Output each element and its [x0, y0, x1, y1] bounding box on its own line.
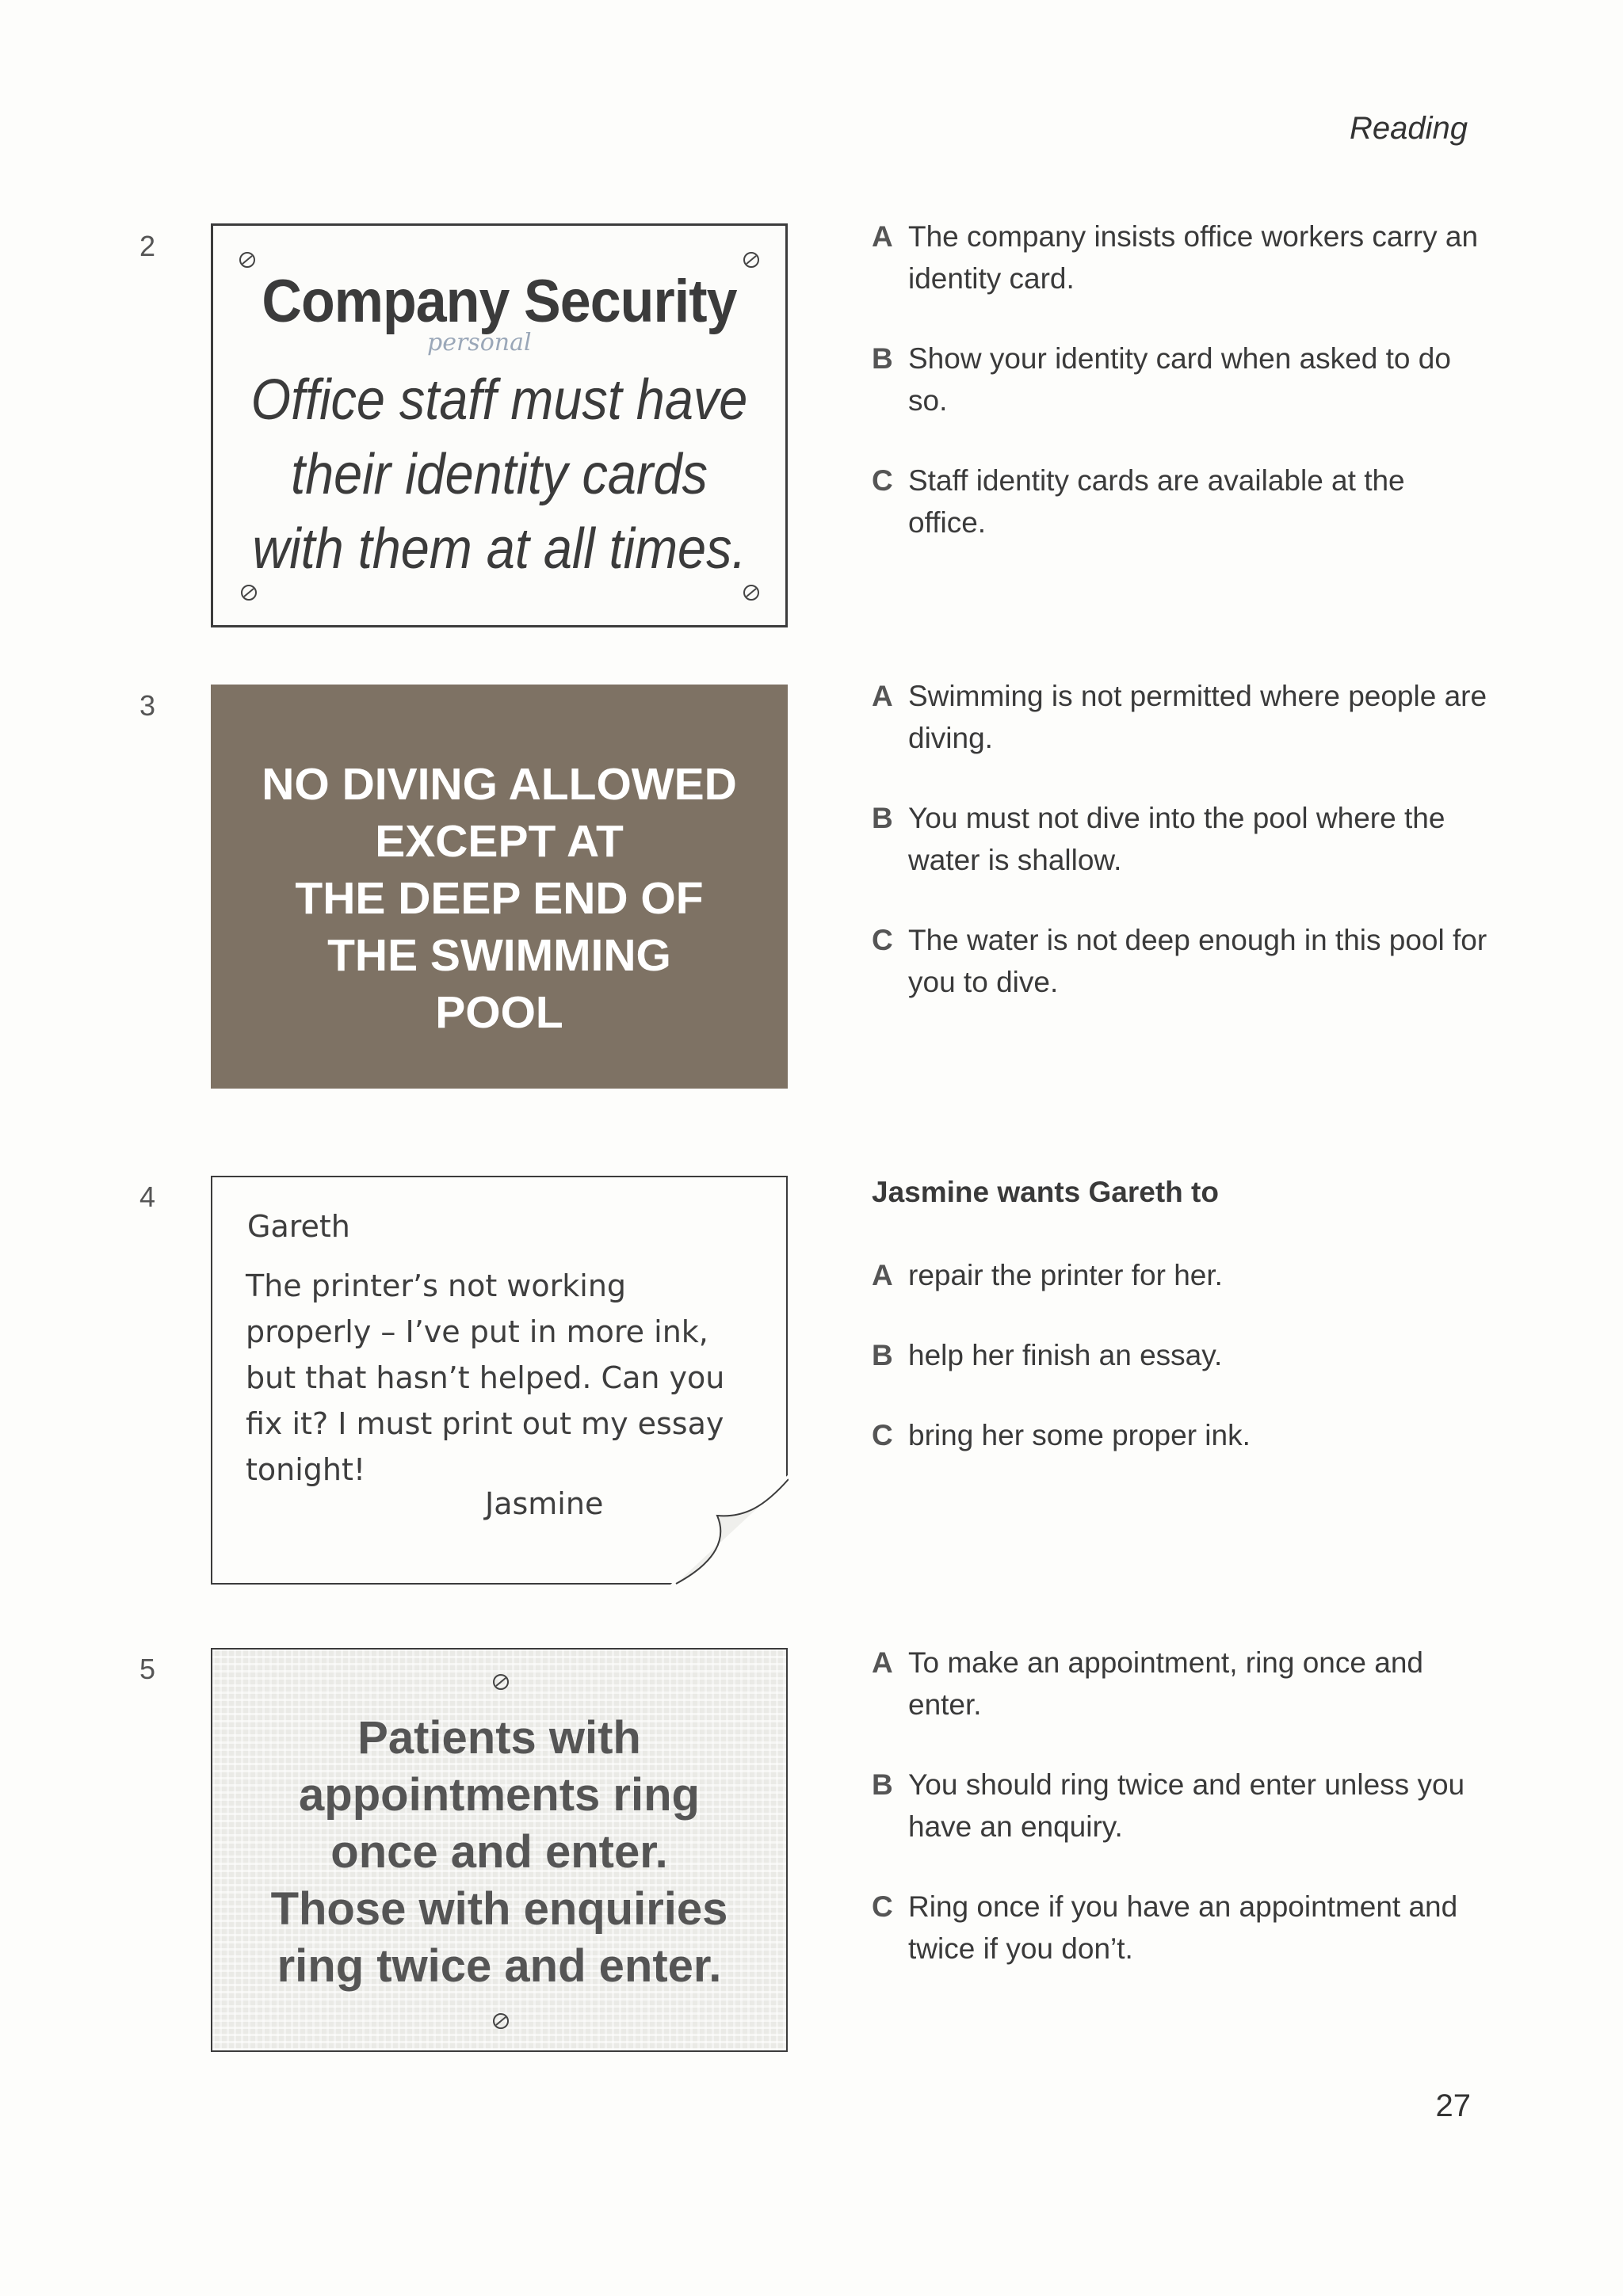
page-curl-icon	[670, 1474, 789, 1585]
patients-sign	[211, 1648, 788, 2052]
option-letter: C	[872, 924, 893, 956]
answer-option[interactable]	[872, 797, 1490, 881]
screw-icon	[743, 251, 760, 269]
sign-line: their identity cards	[291, 443, 708, 506]
question-number: 5	[139, 1653, 156, 1685]
answer-option[interactable]	[872, 338, 1490, 421]
answer-option[interactable]	[872, 1642, 1490, 1726]
section-header: Reading	[1349, 111, 1468, 146]
option-letter: B	[872, 1339, 893, 1371]
screw-icon	[240, 584, 258, 601]
no-diving-sign	[211, 685, 788, 1089]
answer-option[interactable]	[872, 919, 1490, 1003]
answer-option[interactable]	[872, 1254, 1490, 1296]
option-letter: A	[872, 220, 893, 253]
option-letter: A	[872, 680, 893, 712]
answer-option[interactable]	[872, 215, 1490, 299]
answer-options	[872, 215, 1490, 582]
option-letter: B	[872, 1768, 893, 1801]
option-text: Show your identity card when asked to do so.	[908, 342, 1451, 417]
option-letter: C	[872, 464, 893, 497]
note-signature: Jasmine	[485, 1486, 604, 1521]
sign-text: Patients with appointments ring once and enter. Those with enquiries ring twice and enter.	[270, 1712, 728, 1992]
option-text: The company insists office workers carry an identity card.	[908, 220, 1479, 295]
option-text: bring her some proper ink.	[908, 1419, 1251, 1451]
option-letter: B	[872, 342, 893, 375]
option-text: help her finish an essay.	[908, 1339, 1223, 1371]
sign-body	[242, 363, 757, 586]
option-letter: B	[872, 802, 893, 834]
screw-icon	[743, 584, 760, 601]
answer-option[interactable]	[872, 1764, 1490, 1848]
handwritten-note-card	[211, 1176, 788, 1585]
sign-title: Company Security	[262, 268, 737, 335]
question-stem: Jasmine wants Gareth to	[872, 1176, 1219, 1208]
question-number: 4	[139, 1180, 156, 1213]
note-body: The printer’s not working properly – I’ve put in more ink, but that hasn’t helped. Can you fix it? I must print out my essay tonight!	[246, 1268, 725, 1487]
answer-option[interactable]	[872, 1886, 1490, 1970]
option-text: You must not dive into the pool where the water is shallow.	[908, 802, 1445, 876]
answer-options	[872, 1642, 1490, 2008]
sign-line: Office staff must have	[250, 368, 748, 432]
company-security-sign	[211, 223, 788, 627]
option-text: Staff identity cards are available at the office.	[908, 464, 1405, 539]
sign-line: with them at all times.	[252, 517, 747, 581]
question-number: 3	[139, 689, 156, 722]
option-text: To make an appointment, ring once and enter.	[908, 1646, 1423, 1721]
answer-option[interactable]	[872, 675, 1490, 759]
page-number: 27	[1435, 2088, 1471, 2123]
screw-icon	[239, 251, 256, 269]
option-text: repair the printer for her.	[908, 1259, 1223, 1291]
screw-icon	[492, 1673, 510, 1691]
answer-option[interactable]	[872, 1334, 1490, 1376]
answer-options	[872, 1171, 1490, 1494]
answer-options	[872, 675, 1490, 1041]
note-recipient: Gareth	[247, 1209, 350, 1244]
answer-option[interactable]	[872, 1414, 1490, 1456]
option-letter: C	[872, 1419, 893, 1451]
option-text: You should ring twice and enter unless you have an enquiry.	[908, 1768, 1465, 1843]
option-letter: A	[872, 1646, 893, 1679]
option-text: The water is not deep enough in this pool for you to dive.	[908, 924, 1487, 998]
sign-text: NO DIVING ALLOWED EXCEPT AT THE DEEP END OF THE SWIMMING POOL	[262, 759, 737, 1038]
option-letter: C	[872, 1890, 893, 1923]
option-letter: A	[872, 1259, 893, 1291]
option-text: Swimming is not permitted where people are diving.	[908, 680, 1487, 754]
screw-icon	[492, 2012, 510, 2030]
handwritten-note: personal	[427, 329, 532, 357]
option-text: Ring once if you have an appointment and twice if you don’t.	[908, 1890, 1458, 1965]
answer-option[interactable]	[872, 460, 1490, 543]
question-number: 2	[139, 230, 156, 262]
